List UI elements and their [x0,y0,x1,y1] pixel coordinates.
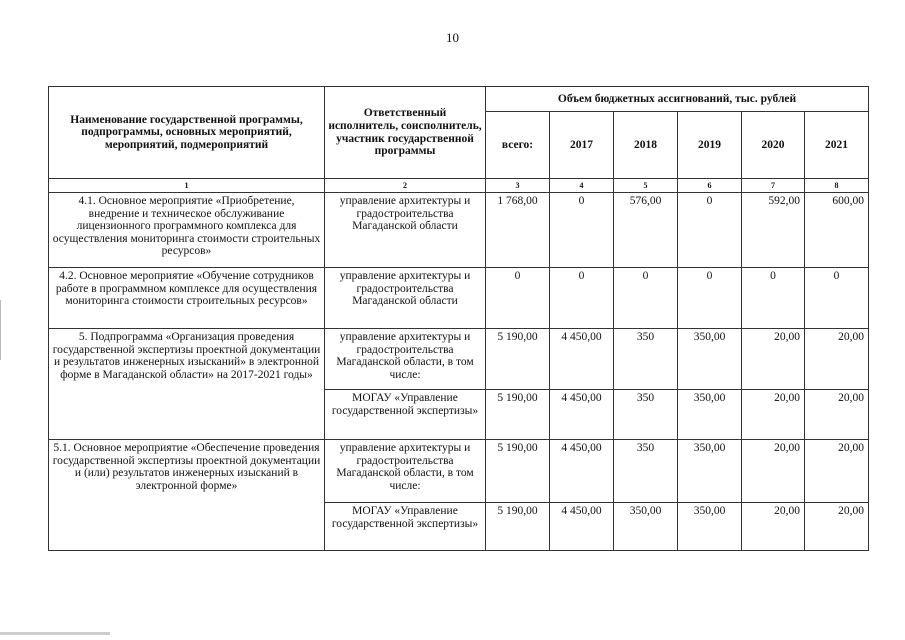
row-sub-executor: МОГАУ «Управление государственной экспертизы» [325,390,486,440]
row-executor: управление архитектуры и градостроительства Магаданской области, в том числе: [325,329,486,390]
scan-artifact [0,632,110,635]
row-value: 350,00 [678,329,742,390]
row-value: 0 [678,268,742,329]
row-value: 0 [678,193,742,268]
row-value: 350 [614,329,678,390]
row-value: 20,00 [742,503,805,551]
row-value: 1 768,00 [486,193,550,268]
row-value: 350 [614,440,678,503]
table-row [49,440,869,503]
row-value: 600,00 [805,193,869,268]
column-number: 2 [325,179,486,193]
row-value: 350 [614,390,678,440]
row-value: 5 190,00 [486,440,550,503]
row-value: 20,00 [742,440,805,503]
row-executor: управление архитектуры и градостроительства Магаданской области, в том числе: [325,440,486,503]
column-number: 5 [614,179,678,193]
row-name: 5. Подпрограмма «Организация проведения государственной экспертизы проектной документации и результатов инженерных изысканий» в электронной форме в Магаданской области» на 2017-2021 годы» [49,329,325,440]
row-executor: управление архитектуры и градостроительства Магаданской области [325,268,486,329]
row-sub-executor: МОГАУ «Управление государственной экспертизы» [325,503,486,551]
header-year-2018: 2018 [614,112,678,179]
column-number: 1 [49,179,325,193]
row-value: 350,00 [678,440,742,503]
header-executor: Ответственный исполнитель, соисполнитель, участник государственной программы [325,87,486,179]
row-value: 5 190,00 [486,390,550,440]
row-value: 576,00 [614,193,678,268]
header-year-2019: 2019 [678,112,742,179]
row-name: 5.1. Основное мероприятие «Обеспечение проведения государственной экспертизы проектной документации и (или) результатов инженерных изысканий в электронной форме» [49,440,325,551]
row-value: 4 450,00 [550,503,614,551]
row-value: 592,00 [742,193,805,268]
row-value: 20,00 [805,390,869,440]
header-total: всего: [486,112,550,179]
scan-edge-mark [0,300,1,360]
row-value: 20,00 [742,329,805,390]
row-name: 4.1. Основное мероприятие «Приобретение, внедрение и техническое обслуживание лицензионного программного комплекса для осуществления мониторинга стоимости строительных ресурсов» [49,193,325,268]
row-value: 4 450,00 [550,390,614,440]
column-number: 4 [550,179,614,193]
header-budget-group: Объем бюджетных ассигнований, тыс. рублей [486,87,869,112]
row-value: 20,00 [805,503,869,551]
row-value: 350,00 [678,503,742,551]
column-number: 8 [805,179,869,193]
header-name: Наименование государственной программы, подпрограммы, основных мероприятий, мероприятий, подмероприятий [49,87,325,179]
table-row [49,329,869,390]
row-value: 350,00 [614,503,678,551]
column-number: 3 [486,179,550,193]
row-value: 0 [550,268,614,329]
row-value: 20,00 [805,329,869,390]
row-value: 0 [614,268,678,329]
column-number: 7 [742,179,805,193]
table-row [49,268,869,329]
row-value: 0 [550,193,614,268]
row-value: 20,00 [805,440,869,503]
row-value: 4 450,00 [550,440,614,503]
header-year-2017: 2017 [550,112,614,179]
column-number: 6 [678,179,742,193]
column-number-row [49,179,869,193]
table-row [49,193,869,268]
row-value: 0 [742,268,805,329]
row-value: 5 190,00 [486,329,550,390]
row-value: 350,00 [678,390,742,440]
header-year-2021: 2021 [805,112,869,179]
page-number: 10 [446,30,459,45]
header-year-2020: 2020 [742,112,805,179]
row-value: 0 [486,268,550,329]
row-value: 20,00 [742,390,805,440]
row-value: 0 [805,268,869,329]
row-executor: управление архитектуры и градостроительства Магаданской области [325,193,486,268]
row-name: 4.2. Основное мероприятие «Обучение сотрудников работе в программном комплексе для осуществления мониторинга стоимости строительных ресурсов» [49,268,325,329]
budget-table [48,86,869,551]
row-value: 4 450,00 [550,329,614,390]
row-value: 5 190,00 [486,503,550,551]
